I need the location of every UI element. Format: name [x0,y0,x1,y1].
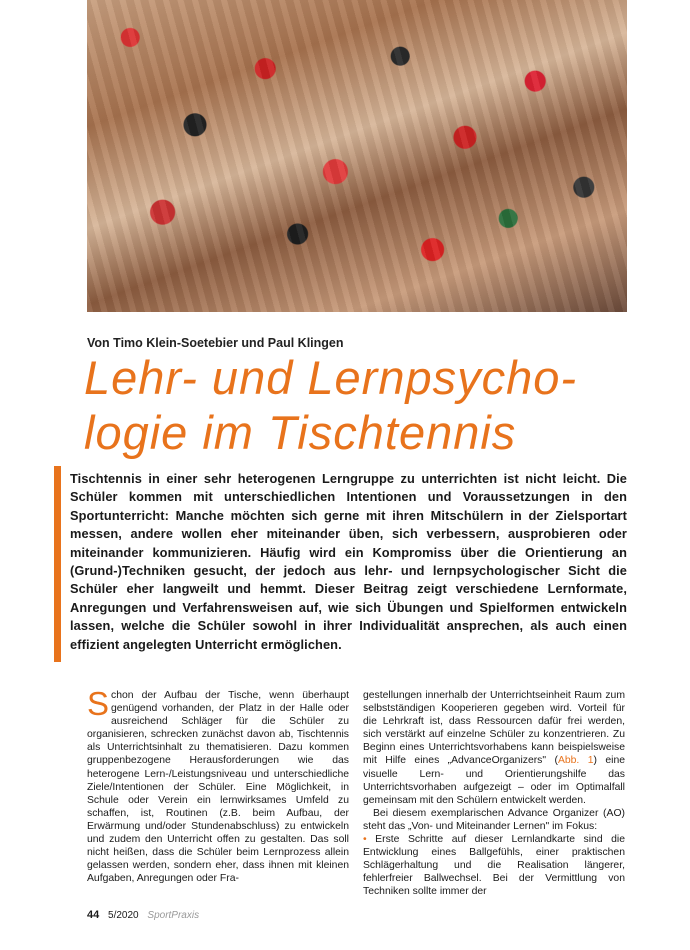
bullet-text: Erste Schritte auf dieser Lernlandkarte sind die Entwicklung eines Ballgefühls, einer praktischen Schlägerhaltung und die Realisation längerer, fehlerfreier Ballwechsel. Bei der Vermittlung von Techniken sollte immer der [363,834,626,898]
hero-photo [87,0,627,312]
body-column-left [87,685,349,885]
lead-paragraph: Tischtennis in einer sehr heterogenen Lerngruppe zu unterrichten ist nicht leicht. Die Schüler kommen mit unterschiedlichen Intentionen und Voraussetzungen in den Sportunterricht: Manche möchten sich gerne mit ihren Mitschülern in der Zielsportart messen, andere wollen eher miteinander üben, sich verbessern, ausprobieren oder miteinander kommunizieren. Häufig wird ein Kompromiss über die Orientierung an (Grund-)Techniken gesucht, der jedoch aus lehr- und lernpsychologischer Sicht die Schüler eher langweilt und hemmt. Dieser Beitrag zeigt verschiedene Lernformate, Anregungen und Verfahrensweisen auf, wie sich Übungen und Spielformen entwickeln lassen, welche die Schüler sowohl in ihrer Individualität ansprechen, als auch einen effizient angelegten Unterricht ermöglichen. [70,471,627,652]
author-byline: Von Timo Klein-Soetebier und Paul Klingen [87,336,344,350]
page-footer [87,909,199,921]
drop-cap: S [87,685,110,722]
lead-accent-bar [54,466,61,662]
body-paragraph [87,685,349,885]
article-title [84,350,644,460]
magazine-name: SportPraxis [147,910,200,921]
page-number: 44 [87,909,100,921]
title-line-2: logie im Tischtennis [84,406,517,459]
issue-label: 5/2020 [108,910,139,921]
bullet-item [363,833,625,898]
body-column-right [363,689,625,899]
bullet-icon: • [363,834,367,846]
figure-reference-link[interactable]: Abb. 1 [557,755,594,767]
body-text: ) eine visuelle Lern- und Orientierungshilfe das Unterrichtsvorhaben aufgezeigt – oder im Optimalfall gemeinsam mit den Schülern entwickelt werden. [363,755,626,806]
body-paragraph: Bei diesem exemplarischen Advance Organizer (AO) steht das „Von- und Miteinander Lernen" im Fokus: [363,807,625,832]
body-text: chon der Aufbau der Tische, wenn überhaupt genügend vorhanden, der Platz in der Halle oder ausreichend Schläger für die Schüler zu organisieren, schrecken zunächst davon ab, Tischtennis als Unterrichtsinhalt zu thematisieren. Dazu kommen gruppenbezogene Herausforderungen wie das heterogene Lern-/Leistungsniveau und unterschiedliche Ziele/Intentionen der Schüler. Eine Möglichkeit, in Schule oder Verein ein lernwirksames Umfeld zu schaffen, ist, Routinen (z.B. beim Aufbau, der Erwärmung und/oder Stundenabschluss) zu entwickeln und zudem den Unterricht offen zu gestalten. Das soll nicht heißen, dass die Schüler beim Lernprozess allein gelassen werden, sondern eher, dass ihnen mit kleinen Aufgaben, Anregungen oder Fra- [87,690,349,885]
title-line-1: Lehr- und Lernpsycho- [84,351,578,404]
body-paragraph [363,689,625,807]
body-text: gestellungen innerhalb der Unterrichtseinheit Raum zum selbstständigen Kooperieren gegeben wird. Vorteil für die Lehrkraft ist, dass Ressourcen dafür frei werden, sich verstärkt auf einzelne Schüler zu konzentrieren. Zu Beginn eines Unterrichtsvorhabens kann beispielsweise mit Hilfe eines „AdvanceOrganizers" ( [363,690,625,767]
